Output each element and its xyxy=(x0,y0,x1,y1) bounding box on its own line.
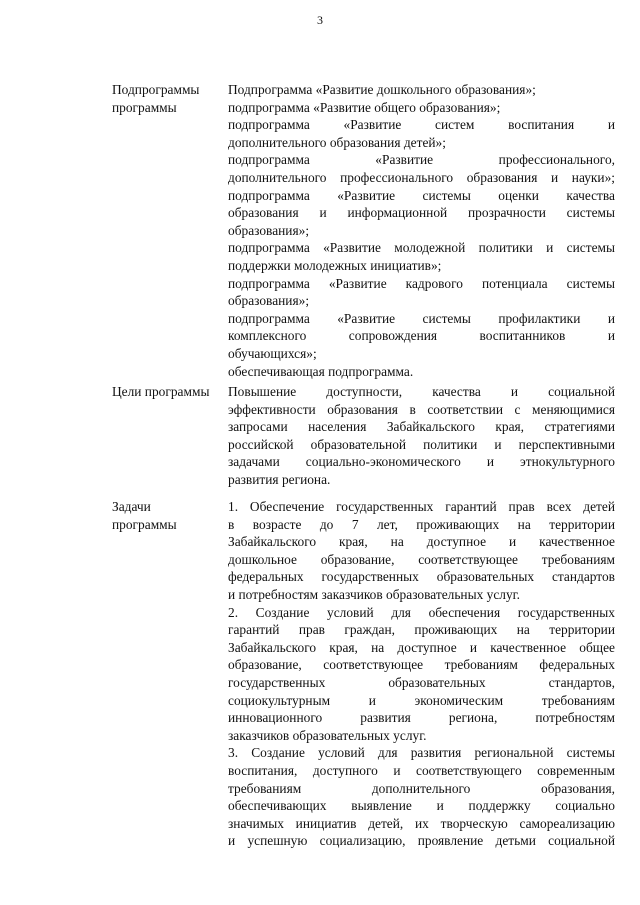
text-line: обучающихся»; xyxy=(228,345,317,361)
text-line: подпрограмма «Развитие молодежной политики и системы xyxy=(228,240,615,256)
text-line: образование, соответствующее требованиям федеральных xyxy=(228,657,615,673)
text-line: развития региона. xyxy=(228,471,331,487)
text-line: образования»; xyxy=(228,293,310,309)
text-line: дошкольное образование, соответствующее требованиям xyxy=(228,551,615,567)
goals-label: Цели программы xyxy=(112,384,210,399)
text-line: гарантий прав граждан, проживающих на территории xyxy=(228,622,615,638)
subprograms-label: Подпрограммы программы xyxy=(112,82,200,115)
subprograms-content xyxy=(228,81,615,380)
text-line: инновационного развития региона, потребностям xyxy=(228,710,615,726)
text-line: образования и информационной прозрачности системы xyxy=(228,205,615,221)
text-line: Подпрограмма «Развитие дошкольного образования»; xyxy=(228,82,536,97)
text-line: 1. Обеспечение государственных гарантий прав всех детей xyxy=(228,499,615,514)
text-line: Забайкальского края, на доступное и качественное общее xyxy=(228,639,615,655)
text-line: поддержки молодежных инициатив»; xyxy=(228,257,442,273)
text-line: Повышение доступности, качества и социальной xyxy=(228,384,615,399)
text-line: задачами социально-экономического и этнокультурного xyxy=(228,454,615,470)
text-line: образования»; xyxy=(228,222,310,238)
text-line: подпрограмма «Развитие системы профилактики и xyxy=(228,310,615,326)
text-line: подпрограмма «Развитие систем воспитания и xyxy=(228,117,615,133)
text-line: требованиям дополнительного образования, xyxy=(228,780,615,796)
text-line: социокультурным и экономическим требованиям xyxy=(228,692,615,708)
text-line: российской образовательной политики и перспективными xyxy=(228,436,615,452)
text-line: 3. Создание условий для развития региональной системы xyxy=(228,745,615,761)
text-line: федеральных государственных образовательных стандартов xyxy=(228,569,615,585)
text-line: комплексного сопровождения воспитанников и xyxy=(228,328,615,344)
text-line: и потребностям заказчиков образовательных услуг. xyxy=(228,586,520,602)
tasks-label: Задачи программы xyxy=(112,499,177,532)
text-line: подпрограмма «Развитие общего образования»; xyxy=(228,99,501,115)
text-line: обеспечивающая подпрограмма. xyxy=(228,363,414,379)
text-line: воспитания, доступного и соответствующего современным xyxy=(228,762,615,778)
text-line: в возрасте до 7 лет, проживающих на территории xyxy=(228,516,615,532)
text-line: обеспечивающих выявление и поддержку социально xyxy=(228,798,615,814)
text-line: дополнительного профессионального образования и науки»; xyxy=(228,169,615,185)
tasks-content xyxy=(228,498,615,850)
text-line: дополнительного образования детей»; xyxy=(228,134,446,150)
text-line: 2. Создание условий для обеспечения государственных xyxy=(228,604,615,620)
text-line: эффективности образования в соответствии с меняющимися xyxy=(228,401,615,417)
text-line: заказчиков образовательных услуг. xyxy=(228,727,427,743)
text-line: государственных образовательных стандартов, xyxy=(228,674,615,690)
text-line: подпрограмма «Развитие кадрового потенциала системы xyxy=(228,275,615,291)
text-line: значимых инициатив детей, их творческую самореализацию xyxy=(228,815,615,831)
goals-content xyxy=(228,383,615,489)
text-line: подпрограмма «Развитие профессионального, xyxy=(228,152,615,168)
text-line: запросами населения Забайкальского края, стратегиями xyxy=(228,419,615,435)
text-line: Забайкальского края, на доступное и качественное xyxy=(228,534,615,550)
text-line: подпрограмма «Развитие системы оценки качества xyxy=(228,187,615,203)
text-line: и успешную социализацию, проявление детьми социальной xyxy=(228,833,615,849)
page-number: 3 xyxy=(317,13,323,27)
